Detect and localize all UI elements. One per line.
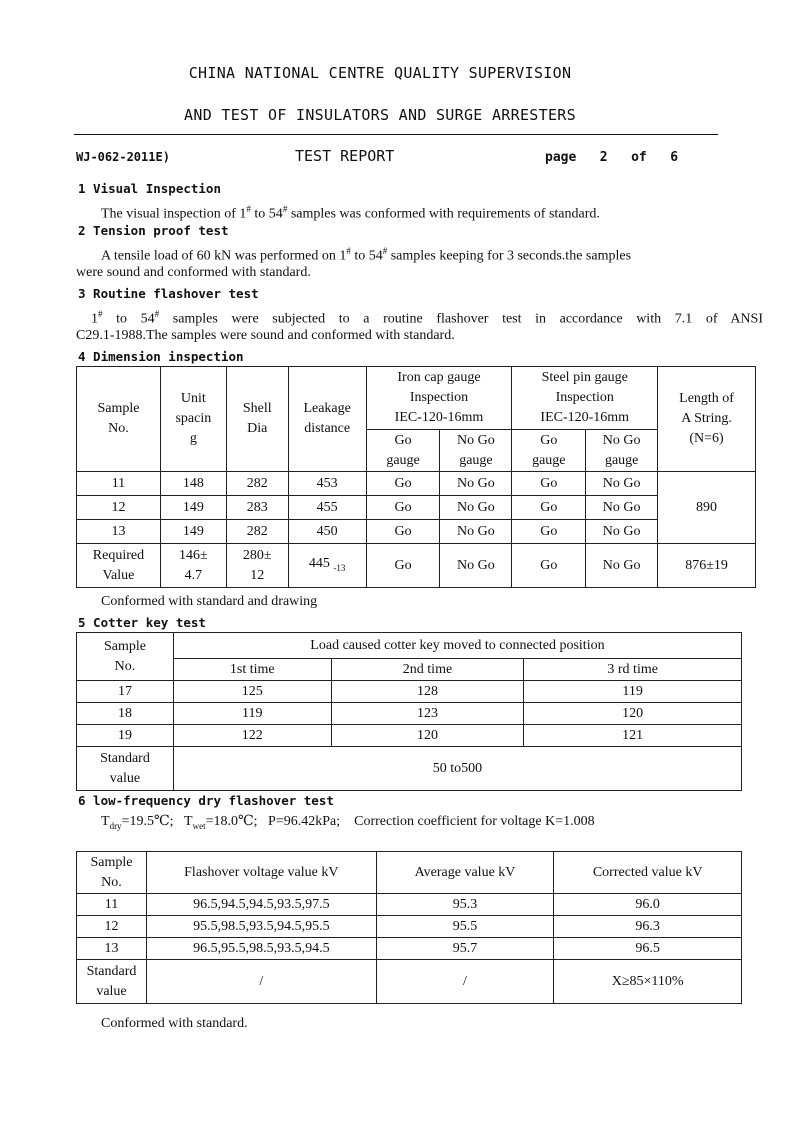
section-6-title: 6 low-frequency dry flashover test xyxy=(78,793,334,808)
flash-cell: 95.5,98.5,93.5,94.5,95.5 xyxy=(146,916,376,938)
table-row xyxy=(77,520,756,544)
s3-sup-b: # xyxy=(154,309,160,319)
table-row xyxy=(77,916,742,938)
dim-required-nogo-2: No Go xyxy=(586,544,658,588)
page-number: 2 xyxy=(599,150,608,165)
dim-cell: 13 xyxy=(77,520,161,544)
dim-header-leakage: Leakage distance xyxy=(288,367,366,472)
table-row xyxy=(77,938,742,960)
dim-cell: Go xyxy=(366,496,440,520)
cotter-key-table xyxy=(76,632,742,791)
document-number: WJ-062-2011E) xyxy=(76,150,170,164)
report-title: TEST REPORT xyxy=(295,147,395,165)
dim-required-nogo-1: No Go xyxy=(440,544,512,588)
table-row xyxy=(77,747,742,791)
s1-sup-a: # xyxy=(246,204,251,214)
t-wet-value: =18.0℃; xyxy=(205,814,258,829)
dim-cell: No Go xyxy=(586,520,658,544)
section-4-title: 4 Dimension inspection xyxy=(78,349,244,364)
cotter-cell: 128 xyxy=(331,681,524,703)
s3-sup-a: # xyxy=(98,309,103,319)
dim-cell: 148 xyxy=(160,472,226,496)
flashover-table xyxy=(76,851,742,1004)
section-4-note: Conformed with standard and drawing xyxy=(101,594,318,609)
dim-required-leakage xyxy=(288,544,366,588)
table-row xyxy=(77,681,742,703)
dimension-table xyxy=(76,366,756,588)
table-row xyxy=(77,894,742,916)
section-6-note: Conformed with standard. xyxy=(101,1016,248,1031)
cotter-cell: 123 xyxy=(331,703,524,725)
dim-cell: 283 xyxy=(226,496,288,520)
dim-cell: 455 xyxy=(288,496,366,520)
flash-cell: 95.5 xyxy=(376,916,554,938)
dim-header-sample: Sample No. xyxy=(77,367,161,472)
cotter-standard-label: Standard value xyxy=(77,747,174,791)
dim-cell: No Go xyxy=(440,496,512,520)
cotter-cell: 119 xyxy=(524,681,742,703)
dim-header-iron-cap: Iron cap gauge Inspection IEC-120-16mm xyxy=(366,367,512,430)
dim-cell: 450 xyxy=(288,520,366,544)
section-1-title: 1 Visual Inspection xyxy=(78,181,221,196)
table-row xyxy=(77,960,742,1004)
pressure-value: P=96.42kPa; xyxy=(268,814,341,829)
dim-cell: 11 xyxy=(77,472,161,496)
s2-sup-a: # xyxy=(346,246,351,256)
table-row xyxy=(77,544,756,588)
dim-required-go-2: Go xyxy=(512,544,586,588)
section-2-text-line-2: were sound and conformed with standard. xyxy=(76,265,311,280)
header-line-2: AND TEST OF INSULATORS AND SURGE ARRESTERS xyxy=(184,106,576,124)
s1-text-a: The visual inspection of 1 xyxy=(101,206,247,222)
dim-required-label: Required Value xyxy=(77,544,161,588)
flash-standard-average: / xyxy=(376,960,554,1004)
t-dry-symbol: T xyxy=(101,814,110,829)
test-conditions xyxy=(101,811,595,837)
flash-header-sample: Sample No. xyxy=(77,852,147,894)
dim-cell: 12 xyxy=(77,496,161,520)
dim-cell: Go xyxy=(366,520,440,544)
cotter-header-2nd: 2nd time xyxy=(331,659,524,681)
s1-sup-b: # xyxy=(282,204,288,214)
cotter-cell: 19 xyxy=(77,725,174,747)
cotter-cell: 120 xyxy=(331,725,524,747)
dim-cell: No Go xyxy=(440,472,512,496)
page-total: 6 xyxy=(670,150,679,165)
cotter-cell: 18 xyxy=(77,703,174,725)
table-row xyxy=(77,472,756,496)
dim-required-leakage-tolerance: -13 xyxy=(333,562,346,573)
dim-header-unit-spacing: Unit spacin g xyxy=(160,367,226,472)
t-wet-symbol: T xyxy=(184,814,193,829)
flash-header-average: Average value kV xyxy=(376,852,554,894)
flash-standard-label: Standard value xyxy=(77,960,147,1004)
flash-cell: 13 xyxy=(77,938,147,960)
s2-text-c: samples keeping for 3 seconds.the samples xyxy=(387,248,632,264)
flash-cell: 96.5 xyxy=(554,938,742,960)
flash-cell: 96.0 xyxy=(554,894,742,916)
dim-required-leakage-value: 445 xyxy=(308,555,330,571)
dim-cell: 282 xyxy=(226,520,288,544)
t-wet-subscript: wet xyxy=(192,820,206,831)
table-row xyxy=(77,496,756,520)
flash-cell: 95.3 xyxy=(376,894,554,916)
flash-standard-voltage: / xyxy=(146,960,376,1004)
dim-length-value: 890 xyxy=(658,472,756,544)
cotter-cell: 17 xyxy=(77,681,174,703)
flash-cell: 96.5,95.5,98.5,93.5,94.5 xyxy=(146,938,376,960)
dim-cell: Go xyxy=(512,496,586,520)
cotter-standard-value: 50 to500 xyxy=(173,747,741,791)
correction-coefficient: Correction coefficient for voltage K=1.008 xyxy=(354,814,595,829)
s2-sup-b: # xyxy=(382,246,388,256)
dim-header-nogo-1: No Go gauge xyxy=(440,430,512,472)
dim-required-shell: 280± 12 xyxy=(226,544,288,588)
section-5-title: 5 Cotter key test xyxy=(78,615,206,630)
section-3-text-line-2: C29.1-1988.The samples were sound and conformed with standard. xyxy=(76,328,455,343)
dim-cell: 149 xyxy=(160,520,226,544)
dim-cell: Go xyxy=(512,472,586,496)
cotter-header-load: Load caused cotter key moved to connected position xyxy=(173,633,741,659)
table-row xyxy=(77,703,742,725)
flash-standard-corrected: X≥85×110% xyxy=(554,960,742,1004)
flash-cell: 96.5,94.5,94.5,93.5,97.5 xyxy=(146,894,376,916)
s1-text-b: to 54 xyxy=(250,206,283,222)
dim-header-go-2: Go gauge xyxy=(512,430,586,472)
cotter-cell: 125 xyxy=(173,681,331,703)
dim-required-unit: 146± 4.7 xyxy=(160,544,226,588)
header-line-1: CHINA NATIONAL CENTRE QUALITY SUPERVISION xyxy=(188,64,572,82)
cotter-header-1st: 1st time xyxy=(173,659,331,681)
of-label: of xyxy=(631,150,647,165)
s2-text-b: to 54 xyxy=(350,248,383,264)
s3-text-c: samples were subjected to a routine flashover test in accordance with 7.1 of ANSI xyxy=(159,311,763,327)
dim-cell: No Go xyxy=(586,496,658,520)
s3-text-b: to 54 xyxy=(102,311,155,327)
dim-header-shell-dia: Shell Dia xyxy=(226,367,288,472)
flash-cell: 11 xyxy=(77,894,147,916)
section-1-text xyxy=(101,199,600,225)
flash-header-voltage: Flashover voltage value kV xyxy=(146,852,376,894)
dim-cell: 282 xyxy=(226,472,288,496)
s1-text-c: samples was conformed with requirements of standard. xyxy=(287,206,600,222)
header-rule xyxy=(74,134,718,135)
section-2-title: 2 Tension proof test xyxy=(78,223,229,238)
dim-header-length: Length of A String. (N=6) xyxy=(658,367,756,472)
dim-cell: 149 xyxy=(160,496,226,520)
dim-header-steel-pin: Steel pin gauge Inspection IEC-120-16mm xyxy=(512,367,658,430)
dim-header-nogo-2: No Go gauge xyxy=(586,430,658,472)
dim-required-go-1: Go xyxy=(366,544,440,588)
flash-cell: 12 xyxy=(77,916,147,938)
cotter-cell: 120 xyxy=(524,703,742,725)
t-dry-value: =19.5℃; xyxy=(121,814,174,829)
flash-header-corrected: Corrected value kV xyxy=(554,852,742,894)
dim-cell: No Go xyxy=(440,520,512,544)
s3-text-a: 1 xyxy=(91,311,98,327)
page-label: page xyxy=(545,150,577,165)
s2-text-a: A tensile load of 60 kN was performed on 1 xyxy=(101,248,347,264)
cotter-cell: 121 xyxy=(524,725,742,747)
dim-cell: No Go xyxy=(586,472,658,496)
section-3-title: 3 Routine flashover test xyxy=(78,286,259,301)
t-dry-subscript: dry xyxy=(109,820,122,831)
cotter-header-sample: Sample No. xyxy=(77,633,174,681)
dim-cell: Go xyxy=(366,472,440,496)
table-row xyxy=(77,725,742,747)
dim-required-length: 876±19 xyxy=(658,544,756,588)
dim-header-go-1: Go gauge xyxy=(366,430,440,472)
cotter-header-3rd: 3 rd time xyxy=(524,659,742,681)
flash-cell: 95.7 xyxy=(376,938,554,960)
dim-cell: Go xyxy=(512,520,586,544)
flash-cell: 96.3 xyxy=(554,916,742,938)
page-indicator xyxy=(545,150,678,165)
cotter-cell: 119 xyxy=(173,703,331,725)
cotter-cell: 122 xyxy=(173,725,331,747)
dim-cell: 453 xyxy=(288,472,366,496)
